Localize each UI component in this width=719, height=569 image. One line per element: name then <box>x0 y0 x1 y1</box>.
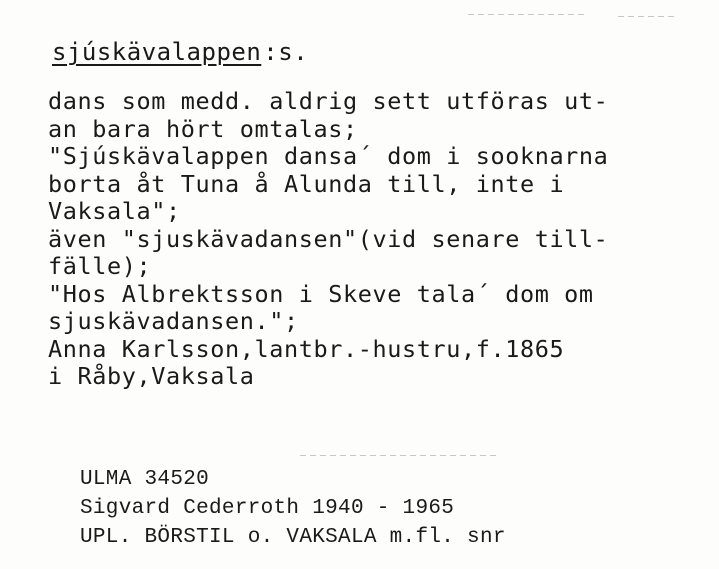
body-line: an bara hört omtalas; <box>48 114 358 143</box>
scan-mark-top <box>468 14 588 15</box>
region: UPL. BÖRSTIL o. VAKSALA m.fl. snr <box>80 526 506 549</box>
informant-place-line: i Råby,Vaksala <box>48 362 255 390</box>
body-line: även "sjuskävadansen"(vid senare till- <box>48 224 609 253</box>
card-body <box>48 88 698 391</box>
body-line: fälle); <box>48 252 152 280</box>
body-line: "Hos Albrektsson i Skeve tala´ dom om <box>48 279 594 308</box>
scan-mark-middle <box>300 455 500 456</box>
body-line: dans som medd. aldrig sett utföras ut- <box>48 87 609 115</box>
card-footer <box>80 465 506 552</box>
archive-id: ULMA 34520 <box>80 468 210 491</box>
heading-suffix: :s. <box>263 38 309 66</box>
body-line: Vaksala"; <box>48 197 181 225</box>
informant-line: Anna Karlsson,lantbr.-hustru,f.1865 <box>48 334 565 363</box>
heading-keyword: sjúskävalappen <box>52 38 262 66</box>
collector: Sigvard Cederroth 1940 - 1965 <box>80 497 455 520</box>
body-line: "Sjúskävalappen dansa´ dom i sooknarna <box>48 142 609 170</box>
scan-mark-top-right <box>618 16 678 17</box>
body-line: borta åt Tuna å Alunda till, inte i <box>48 169 565 198</box>
body-line: sjuskävadansen."; <box>48 307 299 335</box>
card-heading <box>52 38 308 66</box>
